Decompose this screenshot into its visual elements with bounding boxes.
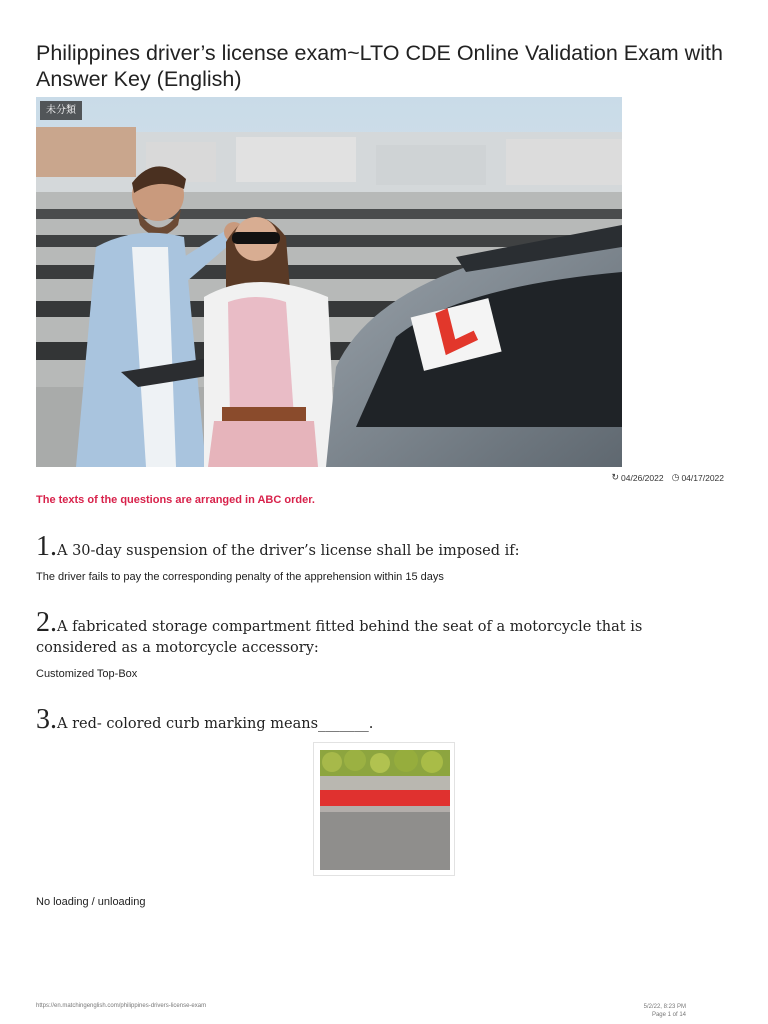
question-text: A 30-day suspension of the driver’s license shall be imposed if: xyxy=(57,543,520,559)
page-counter: Page 1 of 14 xyxy=(651,1012,686,1018)
footer-url: https://en.matchingenglish.com/philippines-drivers-license-exam xyxy=(36,1003,207,1009)
answer-3: No loading / unloading xyxy=(36,896,146,908)
red-curb-photo xyxy=(320,750,450,870)
answer-1: The driver fails to pay the corresponding penalty of the apprehension within 15 days xyxy=(36,571,444,583)
page-title: Philippines driver’s license exam~LTO CDE Online Validation Exam with Answer Key (English) xyxy=(36,41,723,91)
question-number: 1. xyxy=(36,531,57,562)
clock-icon: ◷ xyxy=(671,472,680,482)
answer-2: Customized Top-Box xyxy=(36,668,138,680)
question-text: A fabricated storage compartment fitted behind the seat of a motorcycle that is considered as a motorcycle accessory: xyxy=(36,619,643,656)
footer-meta xyxy=(644,1003,686,1019)
question-text: A red- colored curb marking means_______. xyxy=(57,716,374,732)
post-dates xyxy=(612,472,725,483)
red-curb-image xyxy=(313,742,455,876)
published-date xyxy=(672,472,724,483)
print-datetime: 5/2/22, 8:23 PM xyxy=(643,1004,686,1010)
refresh-icon: ↻ xyxy=(611,472,620,482)
updated-date xyxy=(612,472,664,483)
hero-image xyxy=(36,97,622,467)
order-notice: The texts of the questions are arranged in ABC order. xyxy=(36,494,315,506)
question-2 xyxy=(36,607,726,659)
category-badge[interactable]: 未分類 xyxy=(40,101,82,120)
question-number: 2. xyxy=(36,607,57,638)
updated-date-text: 04/26/2022 xyxy=(621,472,664,483)
driving-lesson-photo xyxy=(36,97,622,467)
published-date-text: 04/17/2022 xyxy=(681,472,724,483)
question-number: 3. xyxy=(36,704,57,735)
question-1 xyxy=(36,531,726,562)
question-3 xyxy=(36,704,726,735)
